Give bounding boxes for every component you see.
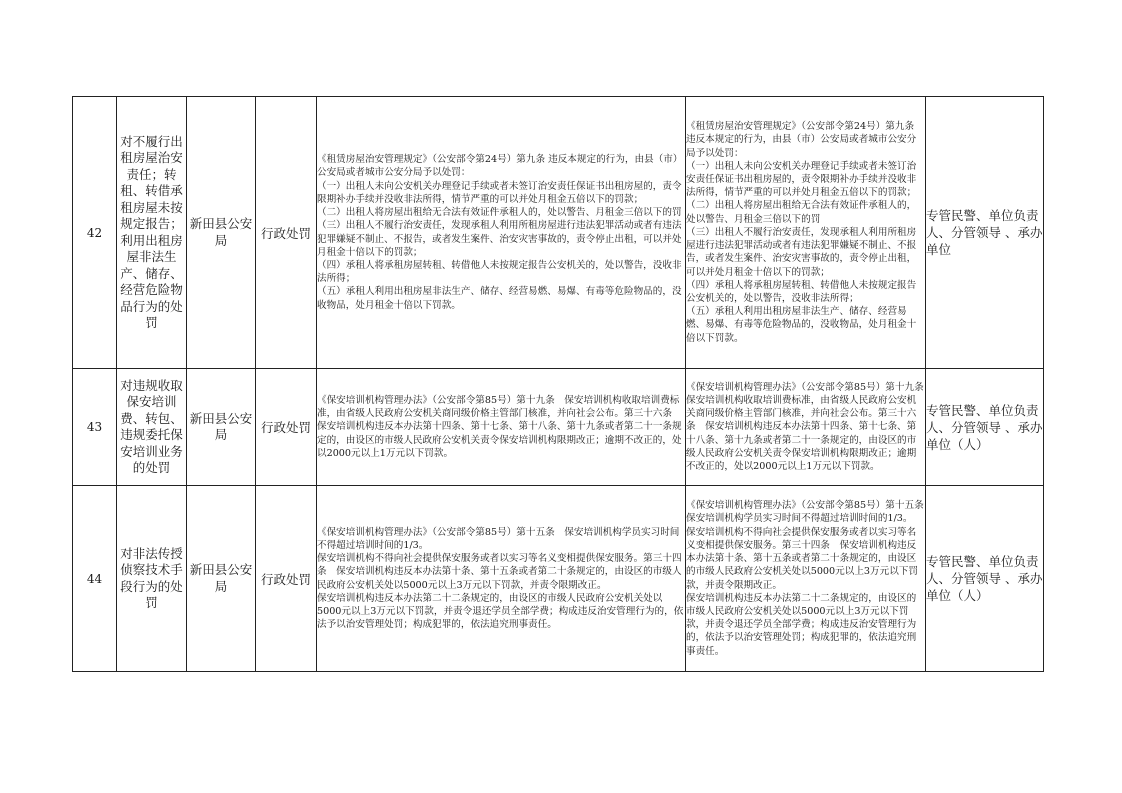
- row-number: 43: [73, 369, 117, 486]
- basis-paragraph: （四）承租人将承租房屋转租、转借他人未按规定报告公安机关的，处以警告，没收非法所得；: [686, 279, 917, 304]
- basis-paragraph: （一）出租人未向公安机关办理登记手续或者未签订治安责任保证书出租房屋的，责令限期补办手续并没收非法所得，情节严重的可以并处月租金五倍以下的罚款；: [317, 180, 682, 205]
- basis-paragraph: 《保安培训机构管理办法》（公安部令第85号）第十五条 保安培训机构学员实习时间不得超过培训时间的1/3。: [686, 500, 934, 525]
- accountability-basis: [686, 486, 934, 672]
- basis-paragraph: 《保安培训机构管理办法》（公安部令第85号）第十九条 保安培训机构收取培训费标准，由省级人民政府公安机关商同级价格主管部门核准，并向社会公布。第三十六条 保安培训机构违反本办法第十四条、第十七条、第十八条、第十九条或者第二十一条规定的，由设区的市级人民政府公安机关责令保安培训机构限期改正；逾期不改正的，处以2000元以上1万元以下罚款。: [686, 381, 934, 472]
- table-row: [73, 369, 1044, 486]
- basis-paragraph: （五）承租人利用出租房屋非法生产、储存、经营易燃、易爆、有毒等危险物品的，没收物品，处月租金十倍以下罚款。: [686, 306, 917, 344]
- basis-paragraph: （三）出租人不履行治安责任，发现承租人利用所租房屋进行违法犯罪活动或者有违法犯罪嫌疑不制止、不报告，或者发生案件、治安灾害事故的，责令停止出租，可以并处月租金十倍以下的罚款；: [686, 226, 917, 278]
- accountability-basis: [686, 97, 926, 369]
- responsible-party: 专管民警、单位负责人、分管领导 、承办单位（人）: [926, 369, 1044, 486]
- department: 新田县公安局: [187, 97, 256, 369]
- table-row: [73, 97, 1044, 369]
- accountability-basis: [686, 369, 934, 486]
- basis-paragraph: （二）出租人将房屋出租给无合法有效证件承租人的，处以警告、月租金三倍以下的罚: [686, 200, 917, 225]
- power-type: 行政处罚: [256, 369, 317, 486]
- basis-paragraph: 保安培训机构不得向社会提供保安服务或者以实习等名义变相提供保安服务。第三十四条 保安培训机构违反本办法第十条、第十五条或者第二十条规定的，由设区的市级人民政府公安机关处以5000元以上3万元以下罚款，并责令限期改正。: [317, 553, 682, 591]
- basis-paragraph: 《保安培训机构管理办法》（公安部令第85号）第十九条 保安培训机构收取培训费标准，由省级人民政府公安机关商同级价格主管部门核准，并向社会公布。第三十六条 保安培训机构违反本办法第十四条、第十七条、第十八条、第十九条或者第二十一条规定的，由设区的市级人民政府公安机关责令保安培训机构限期改正；逾期不改正的，处以2000元以上1万元以下罚款。: [317, 394, 682, 459]
- basis-paragraph: （三）出租人不履行治安责任，发现承租人利用所租房屋进行违法犯罪活动或者有违法犯罪嫌疑不制止、不报告，或者发生案件、治安灾害事故的，责令停止出租，可以并处月租金十倍以下的罚款；: [317, 220, 682, 258]
- table-row: [73, 486, 1044, 672]
- item-name: 对违规收取保安培训费、转包、违规委托保安培训业务的处罚: [117, 369, 187, 486]
- basis-paragraph: 保安培训机构不得向社会提供保安服务或者以实习等名义变相提供保安服务。第三十四条 保安培训机构违反本办法第十条、第十五条或者第二十条规定的，由设区的市级人民政府公安机关处以5000元以上3万元以下罚款，并责令限期改正。: [686, 526, 918, 591]
- row-number: 44: [73, 486, 117, 672]
- legal-basis: [317, 97, 686, 369]
- row-number: 42: [73, 97, 117, 369]
- basis-paragraph: （五）承租人利用出租房屋非法生产、储存、经营易燃、易爆、有毒等危险物品的，没收物品，处月租金十倍以下罚款。: [317, 286, 682, 311]
- basis-paragraph: （四）承租人将承租房屋转租、转借他人未按规定报告公安机关的，处以警告，没收非法所得；: [317, 259, 682, 285]
- basis-paragraph: 保安培训机构违反本办法第二十二条规定的，由设区的市级人民政府公安机关处以5000元以上3万元以下罚款，并责令退还学员全部学费；构成违反治安管理行为的，依法予以治安管理处罚；构成犯罪的，依法追究刑事责任。: [686, 592, 917, 657]
- item-name: 对非法传授侦察技术手段行为的处罚: [117, 486, 187, 672]
- item-name: 对不履行出租房屋治安责任；转租、转借承租房屋未按规定报告；利用出租房屋非法生产、储存、经营危险物品行为的处罚: [117, 97, 187, 369]
- basis-paragraph: 保安培训机构违反本办法第二十二条规定的，由设区的市级人民政府公安机关处以5000元以上3万元以下罚款，并责令退还学员全部学费；构成违反治安管理行为的，依法予以治安管理处罚；构成犯罪的，依法追究刑事责任。: [317, 592, 684, 631]
- basis-paragraph: （一）出租人未向公安机关办理登记手续或者未签订治安责任保证书出租房屋的，责令限期补办手续并没收非法所得，情节严重的可以并处月租金五倍以下的罚款；: [686, 160, 917, 199]
- basis-paragraph: （二）出租人将房屋出租给无合法有效证件承租人的，处以警告、月租金三倍以下的罚: [317, 207, 682, 219]
- responsible-party: 专管民警、单位负责人、分管领导 、承办单位（人）: [926, 486, 1044, 672]
- department: 新田县公安局: [187, 486, 256, 672]
- power-type: 行政处罚: [256, 486, 317, 672]
- responsible-party: 专管民警、单位负责人、分管领导 、承办单位: [926, 97, 1044, 369]
- power-type: 行政处罚: [256, 97, 317, 369]
- basis-paragraph: 《保安培训机构管理办法》（公安部令第85号）第十五条 保安培训机构学员实习时间不得超过培训时间的1/3。: [317, 526, 680, 551]
- legal-basis: [317, 486, 686, 672]
- legal-basis: [317, 369, 686, 486]
- power-list-table: [72, 96, 1044, 672]
- basis-paragraph: 《租赁房屋治安管理规定》（公安部令第24号）第九条 违反本规定的行为，由县（市）公安局或者城市公安分局予以处罚：: [317, 154, 683, 179]
- department: 新田县公安局: [187, 369, 256, 486]
- basis-paragraph: 《租赁房屋治安管理规定》（公安部令第24号）第九条 违反本规定的行为，由县（市）公安局或者城市公安分局予以处罚：: [686, 121, 918, 159]
